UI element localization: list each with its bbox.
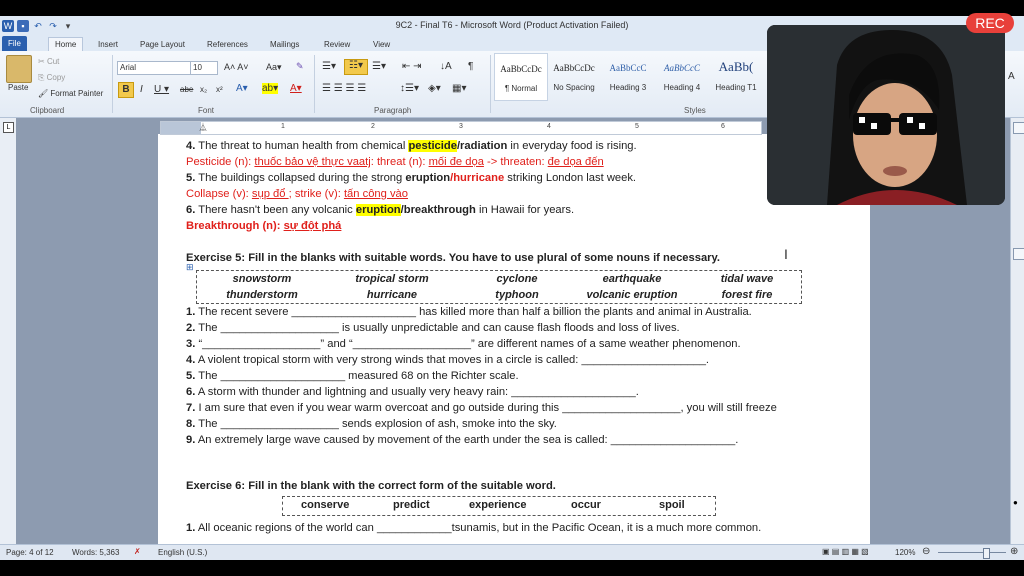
word-app-icon[interactable]: W [3, 21, 13, 31]
note-text: Pesticide (n): [186, 156, 255, 168]
item-number: 4. [186, 140, 196, 152]
zoom-slider-track[interactable] [938, 552, 1006, 553]
superscript-icon[interactable]: x² [216, 85, 223, 94]
customize-toolbar-icon[interactable]: ▾ [65, 21, 71, 31]
multilevel-list-icon[interactable]: ☰▾ [372, 61, 386, 72]
item-text: A storm with thunder and lightning and usually very heavy rain: ____________________. [197, 386, 639, 398]
note-vn: mối đe dọa [428, 156, 484, 168]
screen-bottom-bar [0, 560, 1024, 576]
word-bank-item: hurricane [366, 289, 418, 301]
ruler-tick: 6 [721, 123, 725, 130]
exercise-5-title: Exercise 5: Fill in the blanks with suitable words. You have to use plural of some nouns if necessary. [186, 252, 721, 264]
tab-view[interactable]: View [373, 40, 391, 49]
item-text: The ____________________ measured 68 on the Richter scale. [198, 370, 519, 382]
item-text: A violent tropical storm with very strong winds that moves in a circle is called: ____________________. [197, 354, 710, 366]
save-icon[interactable]: ▪ [17, 20, 29, 32]
text: in Hawaii for years. [475, 204, 575, 216]
note-vn: tấn công vào [343, 188, 409, 200]
window-title: 9C2 - Final T6 - Microsoft Word (Product Activation Failed) [395, 20, 629, 30]
horizontal-ruler[interactable] [160, 121, 762, 135]
item-number: 7. [186, 402, 196, 414]
subscript-icon[interactable]: x₂ [200, 85, 208, 94]
text: The threat to human health from chemical [198, 140, 409, 152]
exercise-item [186, 370, 519, 382]
ruler-margin-left [161, 122, 201, 134]
exercise-item [186, 418, 557, 430]
view-buttons-icons[interactable]: ▣ ▤ ▥ ▦ ▧ [822, 547, 869, 556]
font-color-icon[interactable]: A▾ [290, 83, 302, 94]
word-bank-item: thunderstorm [226, 289, 298, 301]
tab-home[interactable]: Home [48, 37, 83, 51]
text: There hasn't been any volcanic [198, 204, 356, 216]
exercise-item [186, 522, 761, 534]
exercise-6-title: Exercise 6: Fill in the blank with the correct form of the suitable word. [186, 480, 556, 492]
style-sample: AaBbCcC [609, 63, 647, 73]
style-sample: AaBbCcDc [500, 64, 542, 74]
style-heading-4[interactable] [656, 53, 708, 99]
status-bar [0, 544, 1024, 561]
style-name: Heading T1 [715, 83, 757, 92]
format-painter-label: Format Painter [50, 89, 104, 98]
bold-word: /radiation [456, 140, 508, 152]
screen-top-bar [0, 0, 1024, 16]
item-number: 5. [186, 172, 196, 184]
word-bank-item: conserve [301, 499, 350, 511]
exercise-item [186, 306, 752, 318]
item-text: The ___________________ sends explosion of ash, smoke into the sky. [198, 418, 557, 430]
note-text: Breakthrough (n): [186, 220, 284, 232]
zoom-out-icon[interactable]: ⊖ [922, 546, 931, 557]
item-number: 9. [186, 434, 196, 446]
text: The buildings collapsed during the strong [198, 172, 406, 184]
word-bank-item: forest fire [721, 289, 773, 301]
ruler-tick: 3 [459, 123, 463, 130]
copy-label: Copy [46, 73, 66, 82]
note-vn: thuốc bảo vệ thực vaatj [254, 156, 371, 168]
italic-icon[interactable]: I [140, 84, 143, 95]
word-bank-item: occur [571, 499, 601, 511]
exercise-item [186, 402, 777, 414]
indent-icons[interactable]: ⇤ ⇥ [402, 61, 422, 72]
copy-button[interactable]: ⎘ Copy [38, 73, 66, 82]
note-line [186, 220, 341, 232]
bullets-icon[interactable]: ☰▾ [322, 61, 336, 72]
word-count[interactable]: Words: 5,363 [72, 548, 120, 557]
language-indicator[interactable]: English (U.S.) [158, 548, 208, 557]
paragraph-item-6 [186, 204, 574, 216]
cut-button[interactable]: ✂ Cut [38, 57, 60, 66]
item-text: “___________________” and “___________________” are different names of a same weather phenomenon. [198, 338, 741, 350]
note-vn: sụp đổ [251, 188, 289, 200]
word-bank-item: predict [393, 499, 430, 511]
ruler-tick: 5 [635, 123, 639, 130]
webcam-overlay [767, 25, 1005, 205]
item-text: An extremely large wave caused by movement of the earth under the sea is called: ____________________. [197, 434, 739, 446]
tab-selector-icon[interactable]: L [3, 122, 14, 133]
page-indicator[interactable]: Page: 4 of 12 [6, 548, 54, 557]
vertical-scrollbar[interactable] [1010, 118, 1024, 544]
style-name: Heading 4 [663, 83, 701, 92]
item-number: 5. [186, 370, 196, 382]
ruler-tick: 4 [547, 123, 551, 130]
change-case-icon[interactable]: Aa▾ [266, 62, 282, 72]
text: striking London last week. [504, 172, 637, 184]
proofing-icon[interactable]: ✗ [134, 547, 141, 556]
word-bank-box [196, 270, 802, 304]
font-size-select[interactable]: 10 [190, 61, 218, 75]
ruler-tick: 1 [281, 123, 285, 130]
font-group-label: Font [198, 106, 215, 115]
exercise-item [186, 322, 680, 334]
browse-object-icon[interactable]: ● [1013, 498, 1018, 507]
borders-icon[interactable]: ▦▾ [452, 83, 467, 94]
clipboard-group-label: Clipboard [30, 106, 65, 115]
strikethrough-icon[interactable]: abe [180, 85, 194, 94]
note-text: Collapse (v): [186, 188, 252, 200]
item-number: 6. [186, 204, 196, 216]
alignment-icons[interactable]: ☰ ☰ ☰ ☰ [322, 83, 367, 94]
item-number: 4. [186, 354, 196, 366]
item-number: 3. [186, 338, 196, 350]
webcam-person-image [767, 25, 1005, 205]
word-bank-item: experience [469, 499, 527, 511]
bold-word: /breakthrough [400, 204, 476, 216]
style-sample: AaBbCcC [664, 63, 700, 73]
line-spacing-icon[interactable]: ↕☰▾ [400, 83, 419, 94]
bold-red-word: /hurricane [450, 172, 505, 184]
note-vn: sự đột phá [283, 220, 342, 232]
style-sample: AaBbCcDc [553, 63, 595, 73]
style-sample: AaBb( [718, 59, 754, 74]
exercise-item [186, 386, 639, 398]
style-name: Heading 3 [609, 83, 647, 92]
word-bank-item: volcanic eruption [586, 289, 678, 301]
text: in everyday food is rising. [507, 140, 637, 152]
tab-mailings[interactable]: Mailings [270, 40, 300, 49]
item-text: All oceanic regions of the world can ____________tsunamis, but in the Pacific Ocean, it is a much more common. [197, 522, 762, 534]
divider [112, 55, 113, 113]
word-bank-item: snowstorm [232, 273, 292, 285]
item-number: 8. [186, 418, 196, 430]
note-line [186, 188, 408, 200]
text-cursor-icon: I [784, 246, 788, 262]
paragraph-group-label: Paragraph [374, 106, 412, 115]
scroll-thumb[interactable] [1013, 248, 1024, 260]
ribbon-right-edge: A [1008, 71, 1015, 82]
note-vn: đe dọa đến [547, 156, 604, 168]
item-number: 2. [186, 322, 196, 334]
tab-page-layout[interactable]: Page Layout [140, 40, 185, 49]
styles-group-label: Styles [684, 106, 706, 115]
word-bank-item: tropical storm [355, 273, 429, 285]
bold-word: eruption [405, 172, 451, 184]
table-move-handle-icon[interactable]: ⊞ [186, 262, 194, 272]
exercise-item [186, 338, 741, 350]
zoom-level[interactable]: 120% [895, 548, 916, 557]
tab-insert[interactable]: Insert [98, 40, 119, 49]
text-effects-icon[interactable]: A▾ [236, 83, 248, 94]
note-text: : threat (n): [370, 156, 429, 168]
rec-badge: REC [966, 13, 1014, 33]
redo-icon[interactable]: ↷ [49, 21, 57, 31]
zoom-in-icon[interactable]: ⊕ [1010, 546, 1019, 557]
word-bank-item: earthquake [602, 273, 662, 285]
style-heading-t1[interactable] [710, 53, 762, 99]
note-line [186, 156, 604, 168]
note-text: ; strike (v): [288, 188, 344, 200]
ruler-toggle-icon[interactable] [1013, 122, 1024, 134]
numbering-icon[interactable]: ☷▾ [344, 59, 368, 75]
word-bank-item: spoil [659, 499, 685, 511]
word-bank-item: cyclone [496, 273, 538, 285]
shading-icon[interactable]: ◈▾ [428, 83, 441, 94]
divider [314, 55, 315, 113]
exercise-item [186, 354, 709, 366]
paragraph-item-4 [186, 140, 637, 152]
style-normal[interactable] [494, 53, 548, 101]
paragraph-item-5 [186, 172, 636, 184]
sort-icon[interactable]: ↓A [440, 61, 452, 72]
word-bank-item: tidal wave [720, 273, 774, 285]
item-number: 1. [186, 522, 196, 534]
cut-label: Cut [46, 57, 60, 66]
highlighted-word: eruption [355, 204, 401, 216]
item-number: 6. [186, 386, 196, 398]
tab-file[interactable]: File [2, 36, 27, 51]
item-text: I am sure that even if you wear warm overcoat and go outside during this ___________________, you will still freeze [198, 402, 777, 414]
note-text: -> threaten: [483, 156, 548, 168]
zoom-slider-thumb[interactable] [983, 548, 990, 559]
font-name-select[interactable]: Arial [117, 61, 191, 75]
grow-font-icon[interactable]: A˄ A˅ [224, 62, 249, 72]
item-text: The ___________________ is usually unpredictable and can cause flash floods and loss of lives. [198, 322, 680, 334]
vertical-ruler [0, 118, 17, 544]
highlight-icon[interactable]: ab▾ [262, 83, 279, 94]
bold-icon[interactable]: B [118, 82, 134, 98]
tab-review[interactable]: Review [324, 40, 351, 49]
underline-icon[interactable]: U ▾ [154, 84, 170, 95]
paste-button[interactable]: Paste [8, 83, 29, 92]
word-bank-box-6 [282, 496, 716, 516]
style-heading-3[interactable] [602, 53, 654, 99]
item-text: The recent severe ____________________ has killed more than half a billion the plants and animal in Australia. [198, 306, 752, 318]
style-name: No Spacing [553, 83, 595, 92]
style-name: ¶ Normal [504, 84, 538, 93]
highlighted-word: pesticide [408, 140, 457, 152]
ruler-tick: 2 [371, 123, 375, 130]
divider [490, 55, 491, 113]
format-painter-button[interactable]: 🖌 Format Painter [38, 89, 104, 98]
tab-references[interactable]: References [207, 40, 248, 49]
show-formatting-icon[interactable]: ¶ [468, 61, 474, 72]
item-number: 1. [186, 306, 196, 318]
clear-format-icon[interactable]: ✎ [296, 61, 304, 71]
indent-marker-icon[interactable]: ⏅ [199, 123, 207, 132]
style-no-spacing[interactable] [548, 53, 600, 99]
paste-icon[interactable] [6, 55, 32, 83]
exercise-item [186, 434, 738, 446]
word-bank-item: typhoon [495, 289, 539, 301]
undo-icon[interactable]: ↶ [34, 21, 42, 31]
